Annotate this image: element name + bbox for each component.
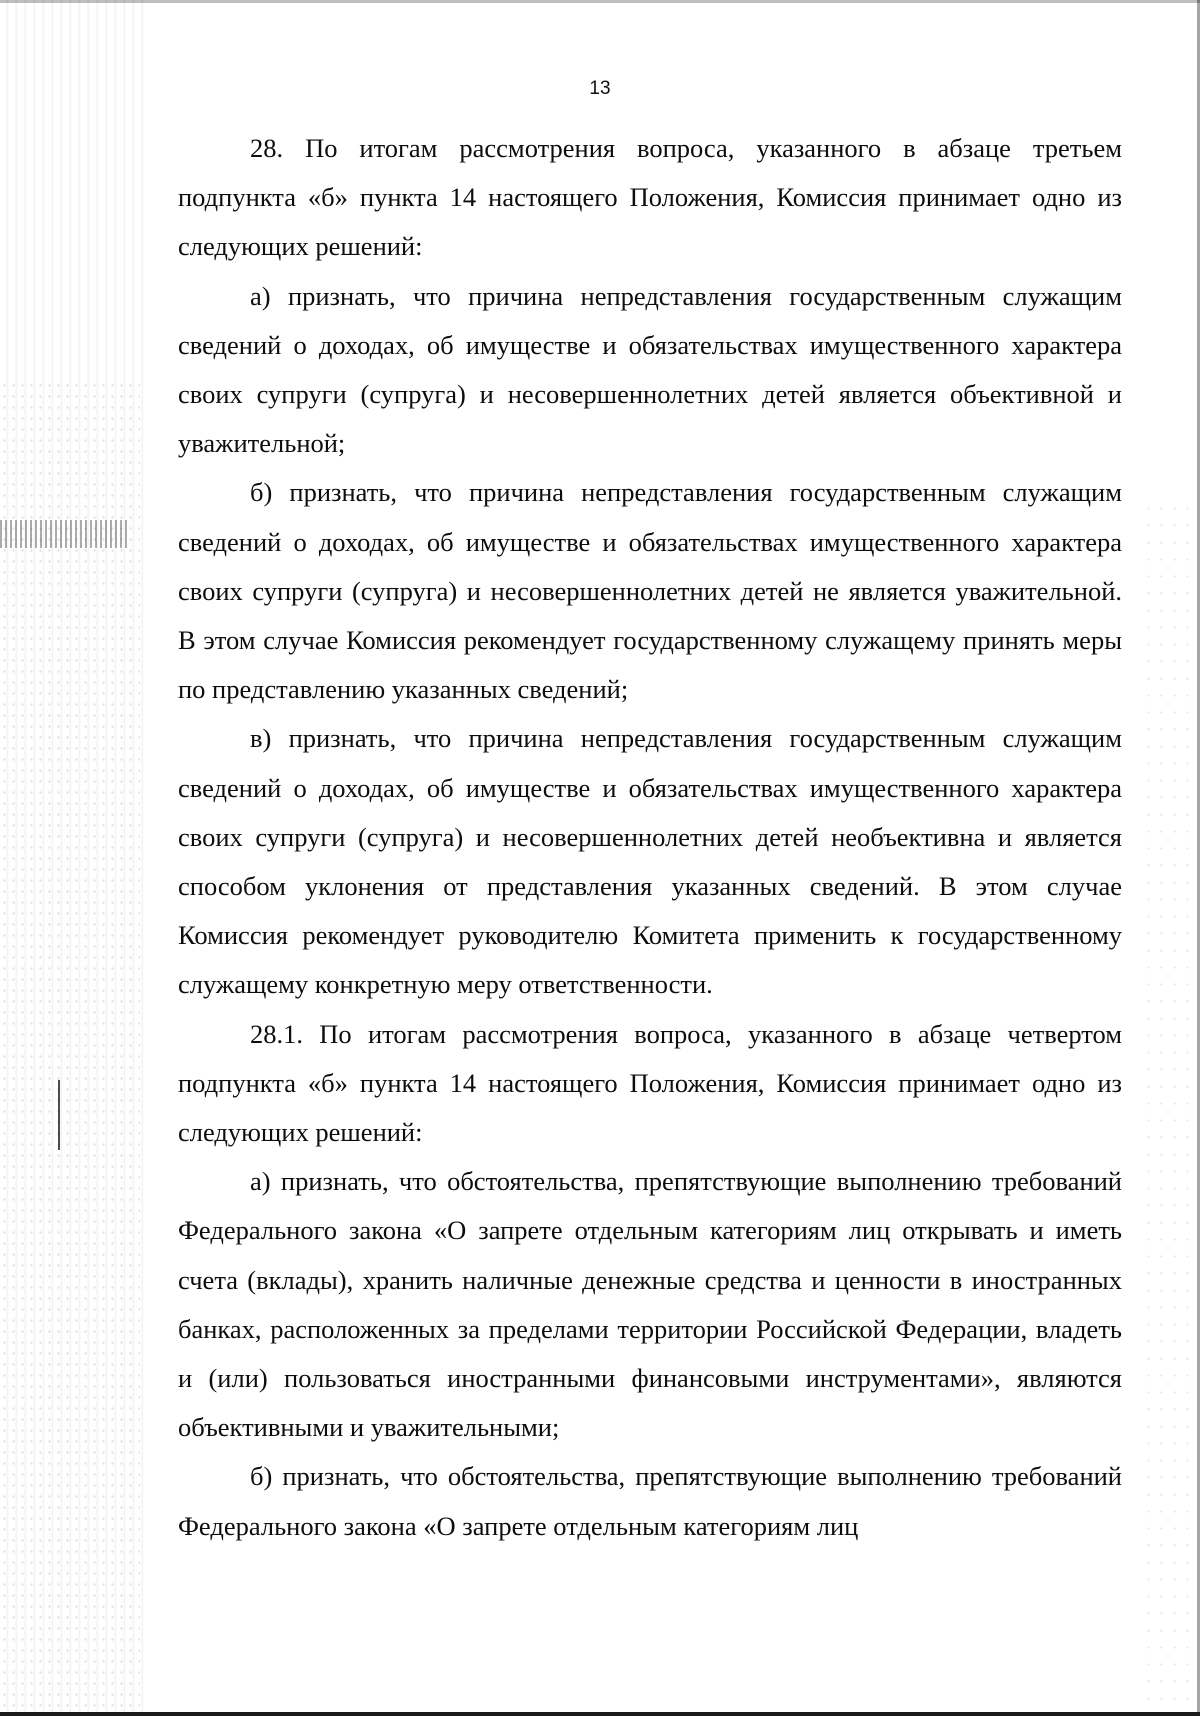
paragraph-28-1-a: а) признать, что обстоятельства, препятствующие выполнению требований Федерального закона «О запрете отдельным категориям лиц открывать и иметь счета (вклады), хранить наличные денежные средства и ценности в иностранных банках, расположенных за пределами территории Российской Федерации, владеть и (или) пользоваться иностранными финансовыми инструментами», являются объективными и уважительными; xyxy=(178,1166,1122,1443)
scan-top-edge xyxy=(0,0,1200,3)
paragraph-28-1: 28.1. По итогам рассмотрения вопроса, указанного в абзаце четвертом подпункта «б» пункта 14 настоящего Положения, Комиссия принимает одно из следующих решений: xyxy=(178,1018,1122,1148)
scan-left-speckle xyxy=(0,380,140,1716)
paragraph-28-a: а) признать, что причина непредставления государственным служащим сведений о доходах, об имуществе и обязательствах имущественного характера своих супруги (супруга) и несовершеннолетних детей является объективной и уважительной; xyxy=(178,280,1122,459)
paragraph-28-b: б) признать, что причина непредставления государственным служащим сведений о доходах, об имуществе и обязательствах имущественного характера своих супруги (супруга) и несовершеннолетних детей не является уважительной. В этом случае Комиссия рекомендует государственному служащему принять меры по представлению указанных сведений; xyxy=(178,477,1122,705)
scan-left-dark-band xyxy=(0,520,130,548)
scan-left-mark xyxy=(58,1080,60,1150)
scan-bottom-edge xyxy=(0,1712,1200,1716)
paragraph-28-v: в) признать, что причина непредставления государственным служащим сведений о доходах, об имуществе и обязательствах имущественного характера своих супруги (супруга) и несовершеннолетних детей необъективна и является способом уклонения от представления указанных сведений. В этом случае Комиссия рекомендует руководителю Комитета применить к государственному служащему конкретную меру ответственности. xyxy=(178,723,1122,1000)
paragraph-28: 28. По итогам рассмотрения вопроса, указанного в абзаце третьем подпункта «б» пункта 14 настоящего Положения, Комиссия принимает одно из следующих решений: xyxy=(178,133,1122,262)
document-body xyxy=(178,124,1122,1551)
page-number: 13 xyxy=(589,78,611,99)
paragraph-28-1-b: б) признать, что обстоятельства, препятствующие выполнению требований Федерального закона «О запрете отдельным категориям лиц xyxy=(178,1461,1122,1541)
scan-right-speckle xyxy=(1142,500,1192,1700)
